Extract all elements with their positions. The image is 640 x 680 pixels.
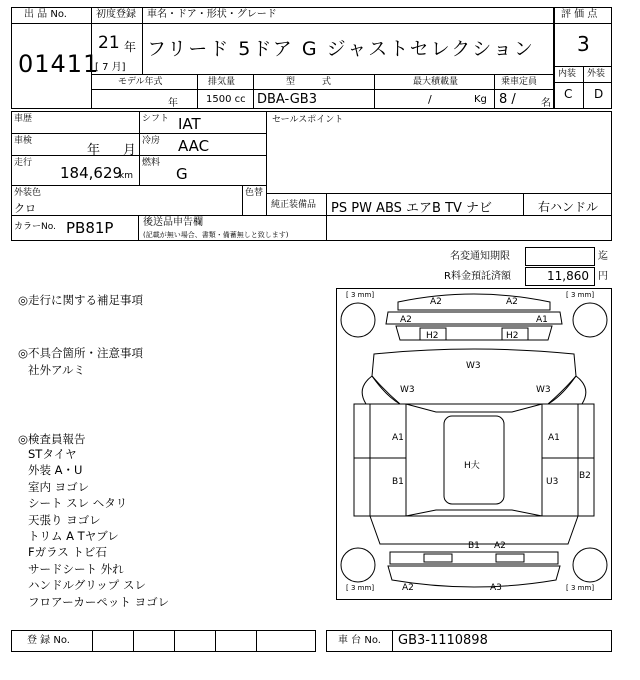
defects-title: ◎不具合箇所・注意事項	[18, 346, 144, 360]
handle-value: 右ハンドル	[538, 200, 599, 214]
capacity-label: 乗車定員	[501, 77, 538, 87]
mileage-value: 184,629	[60, 164, 123, 182]
model-year-label: モデル年式	[118, 77, 163, 87]
recycle-value: 11,860	[547, 269, 589, 283]
damage-diagram	[336, 288, 612, 600]
mark-front-bumper-right: A2	[506, 297, 518, 307]
registration-no-label: 登 録 No.	[27, 635, 70, 646]
mark-front-bumper-left: A2	[430, 297, 442, 307]
car-name: フリード 5ドア G ジャストセレクション	[147, 38, 535, 60]
roof-panel	[444, 416, 504, 504]
mark-rear-bumper-left: A2	[402, 583, 414, 593]
payload-slash: /	[428, 93, 432, 106]
ac-value: AAC	[178, 137, 210, 155]
chassis-no-label: 車 台 No.	[338, 635, 381, 646]
front-grille	[396, 326, 552, 340]
body-left	[354, 404, 406, 516]
history-label: 車歴	[14, 114, 33, 124]
rating-value: 3	[577, 32, 590, 56]
rear-bumper	[390, 552, 558, 564]
body-right	[542, 404, 594, 516]
registration-year-unit: 年	[124, 40, 137, 54]
tire-front-left	[341, 303, 375, 337]
recycle-unit: 円	[598, 271, 608, 282]
inspector-item: シート スレ ヘタリ	[28, 496, 128, 511]
registration-year: 21	[98, 33, 120, 53]
fuel-value: G	[176, 165, 188, 183]
inspector-item: STタイヤ	[28, 447, 77, 461]
name-change-box	[525, 247, 595, 266]
inspector-item: Fガラス トビ石	[28, 545, 107, 560]
equipment-value: PS PW ABS エアB TV ナビ	[331, 201, 493, 216]
mark-rear-body-right: A2	[494, 541, 506, 551]
inspector-report-title: ◎検査員報告	[18, 432, 86, 446]
rear-window	[406, 510, 542, 516]
ac-label: 冷房	[142, 136, 161, 146]
mark-front-lower-right: A1	[536, 315, 548, 325]
color-no-value: PB81P	[66, 219, 114, 237]
rear-plate-left	[424, 554, 452, 562]
first-registration-label: 初度登録	[96, 9, 136, 20]
mark-headlight-left: H2	[426, 331, 439, 341]
inspector-item: トリム A Tヤブレ	[28, 529, 119, 544]
rear-plate-right	[496, 554, 524, 562]
inspector-item: フロアーカーペット ヨゴレ	[28, 594, 170, 609]
mark-hood: W3	[466, 361, 481, 371]
inspection-year: 年	[87, 143, 101, 158]
tire-rear-right	[573, 548, 607, 582]
mark-fender-right: W3	[536, 385, 551, 395]
tire-rear-left	[341, 548, 375, 582]
inspection-month: 月	[123, 143, 137, 158]
type-label: 型 式	[286, 77, 332, 87]
lot-number-label: 出 品 No.	[24, 9, 67, 20]
hood-panel	[372, 349, 576, 404]
name-change-unit: 迄	[598, 251, 608, 262]
mark-fender-left: W3	[400, 385, 415, 395]
mark-headlight-right: H2	[506, 331, 519, 341]
post-report-note: (記載が無い場合、書類・備蓄無しと致します)	[143, 231, 289, 239]
name-change-label: 名変通知期限	[450, 251, 510, 262]
displacement-value: 1500 cc	[206, 94, 246, 105]
front-bumper	[398, 294, 550, 310]
color-change-label: 色替	[245, 188, 264, 198]
windshield	[406, 404, 542, 412]
capacity-unit: 名	[541, 98, 551, 109]
rating-label: 評 価 点	[561, 9, 598, 20]
tire-rear-left-depth: [ 3 mm]	[346, 584, 375, 592]
color-no-label: カラーNo.	[14, 222, 56, 232]
rear-body	[370, 516, 578, 544]
mark-rear-body-left: B1	[468, 541, 480, 551]
mark-door-rear-right: U3	[546, 477, 559, 487]
recycle-label: R料金預託済額	[444, 271, 511, 282]
inspection-label: 車検	[14, 136, 33, 146]
inspector-item: 室内 ヨゴレ	[28, 479, 90, 494]
chassis-no-value: GB3-1110898	[398, 633, 488, 648]
equipment-label: 純正装備品	[271, 200, 317, 210]
mark-door-front-left: A1	[392, 433, 404, 443]
payload-label: 最大積載量	[413, 77, 459, 87]
inspector-item: 外装 A・U	[28, 463, 83, 478]
tire-front-right	[573, 303, 607, 337]
shift-value: IAT	[178, 115, 201, 133]
mark-rear-side-right: B2	[579, 471, 591, 481]
mark-front-lower-left: A2	[400, 315, 412, 325]
type-value: DBA-GB3	[257, 92, 317, 107]
lot-number: 01411	[18, 50, 100, 78]
ext-color-label: 外装色	[14, 188, 42, 198]
inspector-items	[28, 446, 169, 610]
ext-color-value: クロ	[14, 202, 36, 215]
tire-front-left-depth: [ 3 mm]	[346, 291, 375, 299]
post-report-label: 後送品申告欄	[143, 217, 203, 228]
inspector-item: ハンドルグリップ スレ	[28, 578, 146, 593]
car-name-label: 車名・ドア・形状・グレード	[147, 9, 277, 20]
tire-front-right-depth: [ 3 mm]	[566, 291, 595, 299]
mark-door-rear-left: B1	[392, 477, 404, 487]
mark-rear-bumper-right: A3	[490, 583, 502, 593]
registration-month: [ 7 月]	[95, 62, 126, 73]
mark-roof: H大	[464, 461, 480, 471]
fuel-label: 燃料	[142, 158, 161, 168]
interior-grade: C	[564, 87, 573, 101]
exterior-grade: D	[594, 87, 604, 101]
tire-rear-right-depth: [ 3 mm]	[566, 584, 595, 592]
payload-unit: Kg	[474, 94, 487, 105]
driving-notes-title: ◎走行に関する補足事項	[18, 293, 144, 307]
inspector-item: 天張り ヨゴレ	[28, 512, 101, 527]
capacity-value: 8 /	[499, 92, 516, 107]
mark-door-front-right: A1	[548, 433, 560, 443]
defect-item: 社外アルミ	[28, 363, 86, 377]
displacement-label: 排気量	[208, 77, 236, 87]
shift-label: シフト	[142, 114, 170, 124]
mileage-label: 走行	[14, 158, 33, 168]
inspector-item: サードシート 外れ	[28, 561, 124, 576]
sales-point-label: セールスポイント	[272, 115, 344, 125]
exterior-label: 外装	[587, 69, 606, 79]
interior-label: 内装	[558, 69, 577, 79]
model-year-unit: 年	[168, 98, 178, 109]
mileage-unit: km	[119, 171, 133, 181]
